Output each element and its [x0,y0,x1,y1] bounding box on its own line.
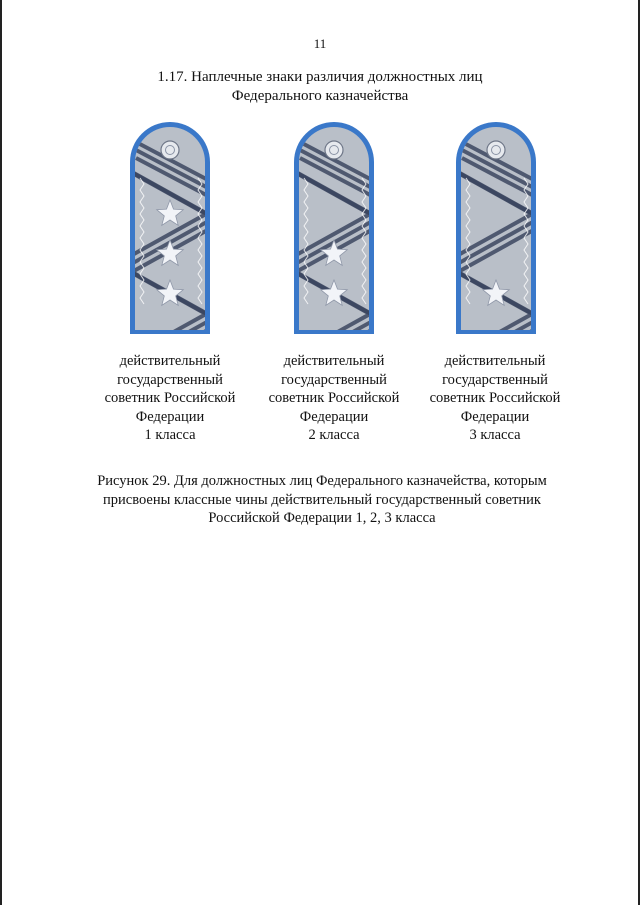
caption-line: государственный [442,371,548,388]
caption-line: 1 класса [144,427,196,443]
caption-line: действительный [119,353,221,369]
caption-line: 2 класса [308,427,360,443]
caption-line: действительный [444,353,546,369]
shoulder-board-graphic [452,118,540,334]
caption-line: советник Российской [268,390,400,406]
shoulder-board-graphic [126,118,214,334]
figure-caption [62,472,582,528]
button-icon [325,141,343,159]
board-caption-2 [259,352,409,445]
figure-caption-line: присвоены классные чины действительный государственный советник [103,491,541,508]
section-heading [2,68,638,106]
shoulder-board-1 [126,118,214,334]
shoulder-boards-figure [2,118,638,338]
page-number: 11 [313,36,327,51]
button-icon [161,141,179,159]
caption-line: Федерации [299,408,369,425]
figure-caption-line: Российской Федерации 1, 2, 3 класса [208,510,436,526]
caption-line: советник Российской [104,390,236,406]
figure-caption-line: Рисунок 29. Для должностных лиц Федерального казначейства, которым [97,473,547,489]
caption-line: Федерации [460,408,530,425]
shoulder-board-2 [290,118,378,334]
shoulder-board-3 [452,118,540,334]
board-caption-3 [420,352,570,445]
board-caption-1 [95,352,245,445]
caption-line: советник Российской [429,390,561,406]
caption-line: государственный [281,371,387,388]
button-icon [487,141,505,159]
caption-line: действительный [283,353,385,369]
shoulder-board-graphic [290,118,378,334]
caption-line: государственный [117,371,223,388]
caption-line: Федерации [135,408,205,425]
heading-line-1: 1.17. Наплечные знаки различия должностных лиц [157,69,483,85]
heading-line-2: Федерального казначейства [231,88,409,104]
caption-line: 3 класса [469,427,521,443]
